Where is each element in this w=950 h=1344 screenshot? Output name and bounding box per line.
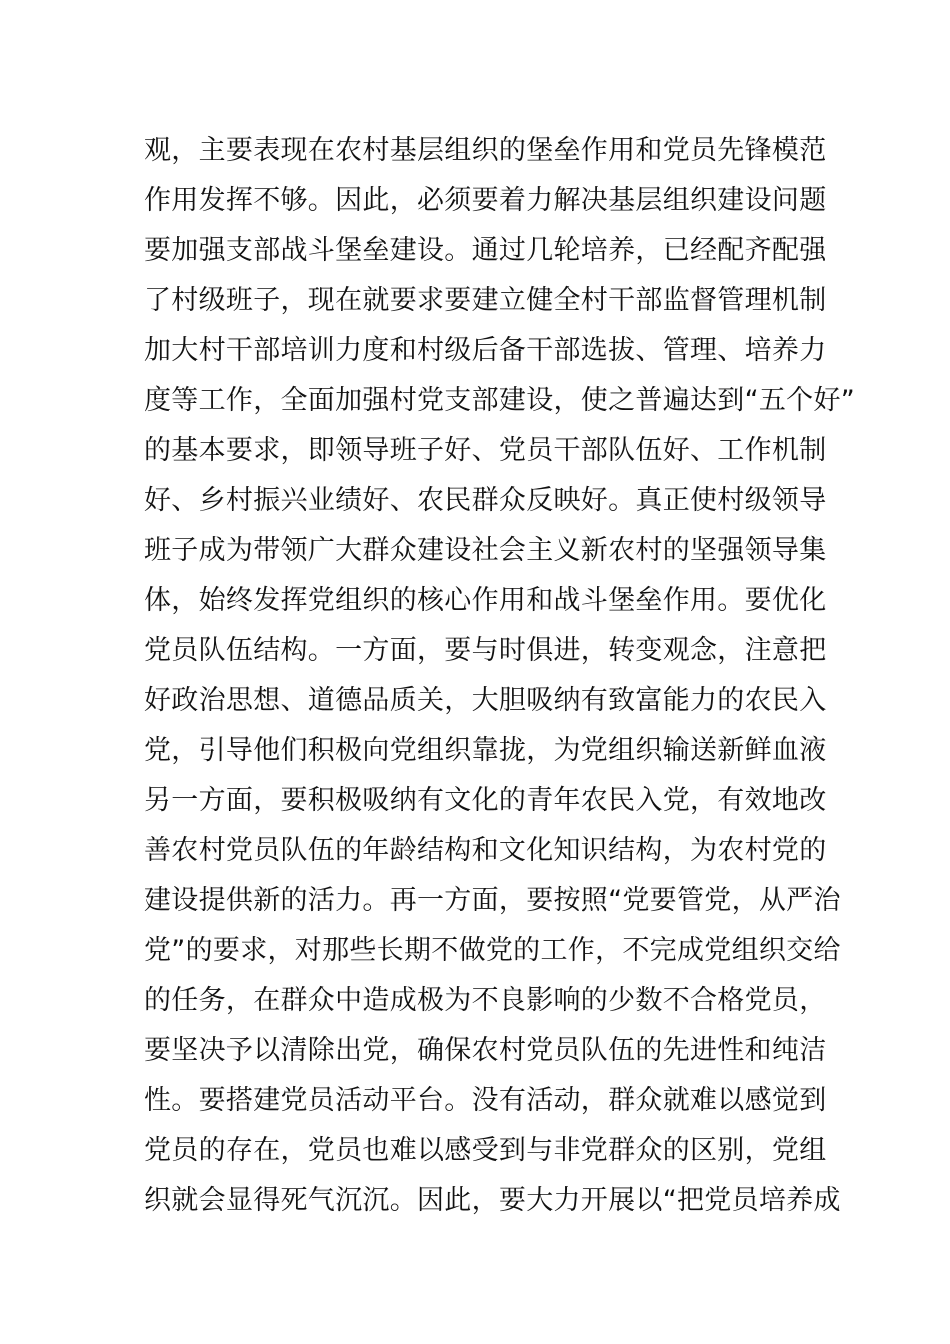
text-line: 党员队伍结构。一方面，要与时俱进，转变观念，注意把 [144, 635, 827, 666]
text-line: 党，引导他们积极向党组织靠拢，为党组织输送新鲜血液 [144, 735, 827, 766]
text-line: 另一方面，要积极吸纳有文化的青年农民入党，有效地改 [144, 785, 827, 816]
text-line: 党”的要求，对那些长期不做党的工作，不完成党组织交给 [144, 935, 841, 966]
text-line: 班子成为带领广大群众建设社会主义新农村的坚强领导集 [144, 535, 827, 566]
text-line: 性。要搭建党员活动平台。没有活动，群众就难以感觉到 [144, 1085, 827, 1116]
text-line: 党员的存在，党员也难以感受到与非党群众的区别，党组 [144, 1135, 827, 1166]
text-line: 作用发挥不够。因此，必须要着力解决基层组织建设问题 [144, 185, 827, 216]
text-line: 的基本要求，即领导班子好、党员干部队伍好、工作机制 [144, 435, 827, 466]
text-line: 了村级班子，现在就要求要建立健全村干部监督管理机制 [144, 285, 827, 316]
text-line: 加大村干部培训力度和村级后备干部选拔、管理、培养力 [144, 335, 827, 366]
text-line: 的任务，在群众中造成极为不良影响的少数不合格党员， [144, 985, 827, 1016]
text-line: 度等工作，全面加强村党支部建设，使之普遍达到“五个好” [144, 385, 856, 416]
text-line: 好、乡村振兴业绩好、农民群众反映好。真正使村级领导 [144, 485, 827, 516]
text-line: 要坚决予以清除出党，确保农村党员队伍的先进性和纯洁 [144, 1035, 827, 1066]
text-line: 织就会显得死气沉沉。因此，要大力开展以“把党员培养成 [144, 1185, 841, 1216]
text-line: 善农村党员队伍的年龄结构和文化知识结构，为农村党的 [144, 835, 827, 866]
text-line: 观，主要表现在农村基层组织的堡垒作用和党员先锋模范 [144, 135, 827, 166]
body-text [144, 126, 856, 1226]
text-line: 体，始终发挥党组织的核心作用和战斗堡垒作用。要优化 [144, 585, 827, 616]
text-line: 要加强支部战斗堡垒建设。通过几轮培养，已经配齐配强 [144, 235, 827, 266]
text-line: 好政治思想、道德品质关，大胆吸纳有致富能力的农民入 [144, 685, 827, 716]
text-line: 建设提供新的活力。再一方面，要按照“党要管党，从严治 [144, 885, 841, 916]
